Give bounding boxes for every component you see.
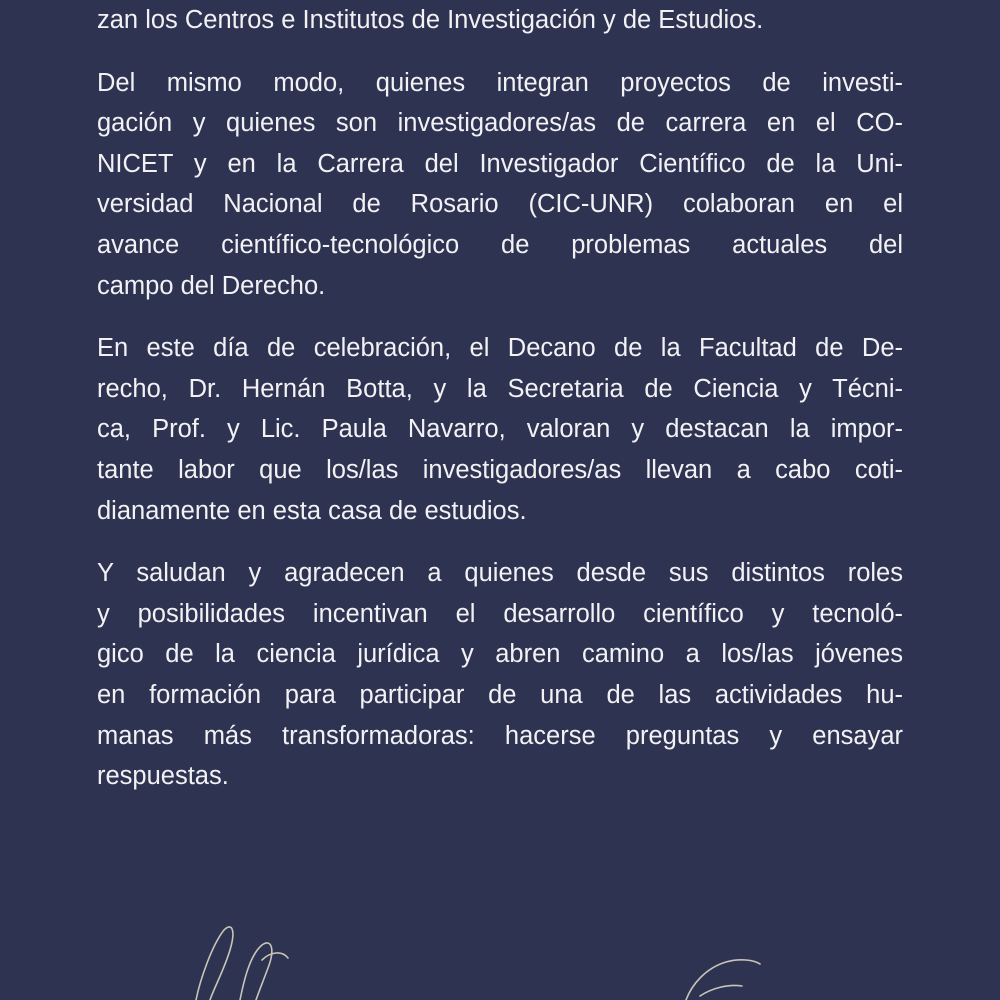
paragraph-gap [97, 531, 903, 553]
paragraph-3 [97, 328, 903, 531]
paragraph-1 [97, 0, 903, 41]
paragraph-gap [97, 306, 903, 328]
paragraph-gap [97, 41, 903, 63]
text-line: zan los Centros e Institutos de Investigación y de Estudios. [97, 6, 764, 34]
text-line: recho, Dr. Hernán Botta, y la Secretaria de Ciencia y Técni- [97, 374, 903, 403]
text-line: gación y quienes son investigadores/as de carrera en el CO- [97, 109, 903, 138]
paragraph-2 [97, 63, 903, 307]
paragraph-4 [97, 553, 903, 797]
text-line: respuestas. [97, 762, 229, 791]
text-line: manas más transformadoras: hacerse preguntas y ensayar [97, 721, 903, 750]
text-line: dianamente en esta casa de estudios. [97, 496, 527, 525]
text-line: campo del Derecho. [97, 271, 326, 300]
text-line: NICET y en la Carrera del Investigador Científico de la Uni- [97, 149, 903, 178]
text-line: Y saludan y agradecen a quienes desde sus distintos roles [97, 559, 903, 588]
body-text [97, 0, 903, 797]
signature-left-icon [196, 927, 288, 1000]
text-line: En este día de celebración, el Decano de la Facultad de De- [97, 334, 903, 363]
signatures [0, 900, 1000, 1000]
text-line: Del mismo modo, quienes integran proyectos de investi- [97, 68, 903, 97]
text-line: y posibilidades incentivan el desarrollo científico y tecnoló- [97, 599, 903, 628]
text-line: avance científico-tecnológico de problemas actuales del [97, 230, 903, 259]
text-line: ca, Prof. y Lic. Paula Navarro, valoran y destacan la impor- [97, 415, 903, 444]
text-line: en formación para participar de una de las actividades hu- [97, 680, 903, 709]
text-line: gico de la ciencia jurídica y abren camino a los/las jóvenes [97, 640, 903, 669]
text-line: versidad Nacional de Rosario (CIC-UNR) colaboran en el [97, 190, 903, 219]
signature-right-icon [686, 960, 760, 1000]
text-line: tante labor que los/las investigadores/as llevan a cabo coti- [97, 455, 903, 484]
